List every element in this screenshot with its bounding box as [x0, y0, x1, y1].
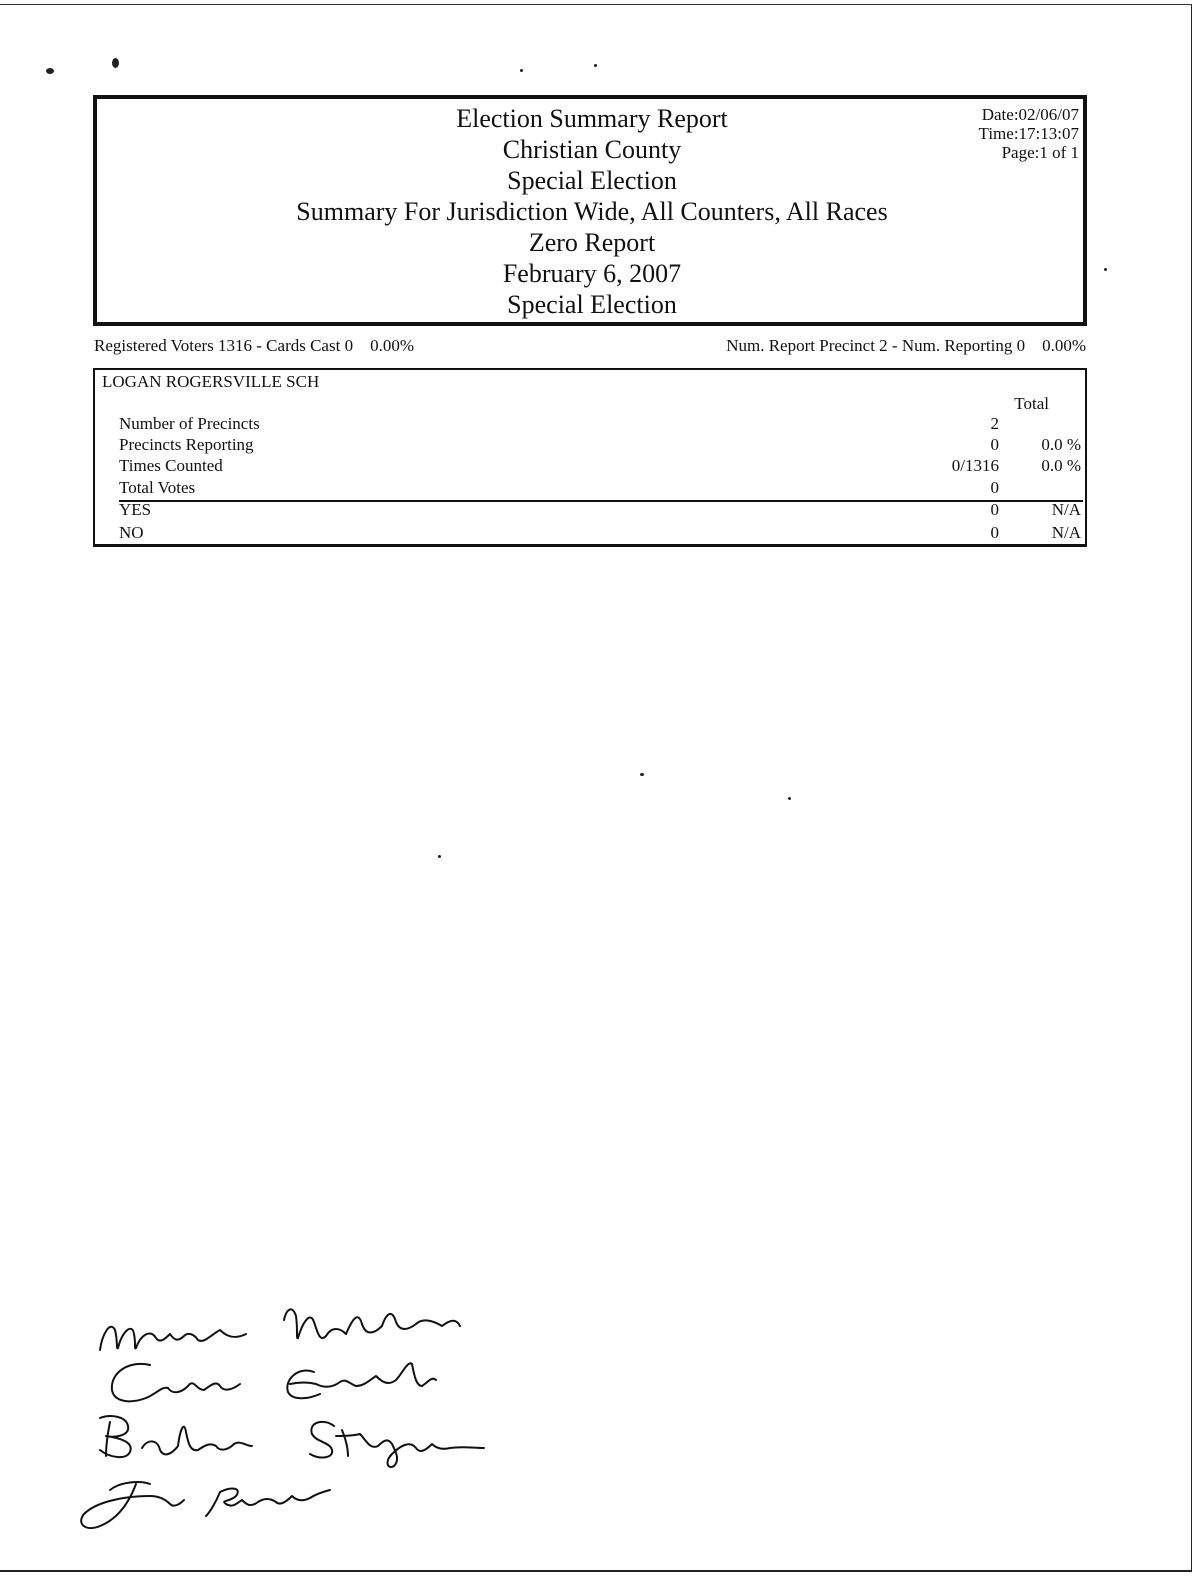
stat-percent: 0.0 % — [1041, 456, 1081, 475]
scan-speck — [520, 69, 523, 72]
scan-speck — [594, 64, 597, 67]
stat-label: Precincts Reporting — [119, 435, 254, 454]
race-results-box — [93, 368, 1087, 547]
stat-value: 0 — [990, 435, 999, 454]
registered-voters-summary: Registered Voters 1316 - Cards Cast 0 0.00% — [94, 336, 414, 355]
report-kind: Zero Report — [528, 228, 656, 257]
choice-votes: 0 — [990, 523, 999, 542]
signature-3 — [100, 1416, 484, 1467]
stat-label: Times Counted — [119, 456, 223, 475]
stat-label: Total Votes — [119, 478, 196, 497]
report-meta — [979, 105, 1079, 162]
choice-votes: 0 — [990, 500, 999, 519]
race-title: LOGAN ROGERSVILLE SCH — [102, 372, 320, 391]
total-column-header: Total — [1014, 394, 1049, 413]
stat-value: 0 — [990, 478, 999, 497]
scan-speck — [46, 68, 54, 74]
summary-scope: Summary For Jurisdiction Wide, All Counters, All Races — [296, 197, 888, 226]
precinct-reporting-summary: Num. Report Precinct 2 - Num. Reporting 0 0.00% — [726, 336, 1086, 355]
report-date: Date:02/06/07 — [981, 105, 1079, 124]
report-header-box — [93, 95, 1087, 326]
stat-value: 2 — [990, 414, 999, 433]
choice-row — [95, 500, 1085, 521]
report-title: Election Summary Report — [456, 104, 728, 133]
signature-1 — [100, 1309, 460, 1350]
scan-speck — [438, 855, 441, 858]
report-time: Time:17:13:07 — [978, 124, 1079, 143]
signature-4 — [81, 1482, 330, 1528]
choice-label: YES — [119, 500, 152, 519]
scan-speck — [1104, 268, 1107, 271]
county-name: Christian County — [502, 135, 682, 164]
stat-label: Number of Precincts — [119, 414, 260, 433]
choice-percent: N/A — [1051, 500, 1081, 519]
stat-row — [95, 456, 1085, 477]
scan-speck — [112, 58, 119, 68]
stat-row — [95, 478, 1085, 499]
scan-speck — [640, 773, 644, 776]
choice-percent: N/A — [1051, 523, 1081, 542]
stat-percent: 0.0 % — [1041, 435, 1081, 454]
election-name: Special Election — [507, 290, 677, 319]
signature-2 — [112, 1363, 436, 1401]
signature-block — [70, 1290, 510, 1570]
election-date: February 6, 2007 — [502, 259, 682, 288]
stat-row — [95, 414, 1085, 435]
scan-speck — [788, 797, 791, 800]
stat-row — [95, 435, 1085, 456]
report-title-block — [97, 103, 1087, 320]
stat-value: 0/1316 — [951, 456, 999, 475]
choice-label: NO — [119, 523, 144, 542]
report-page: Page:1 of 1 — [1001, 143, 1079, 162]
election-type: Special Election — [507, 166, 677, 195]
choice-row — [95, 523, 1085, 544]
